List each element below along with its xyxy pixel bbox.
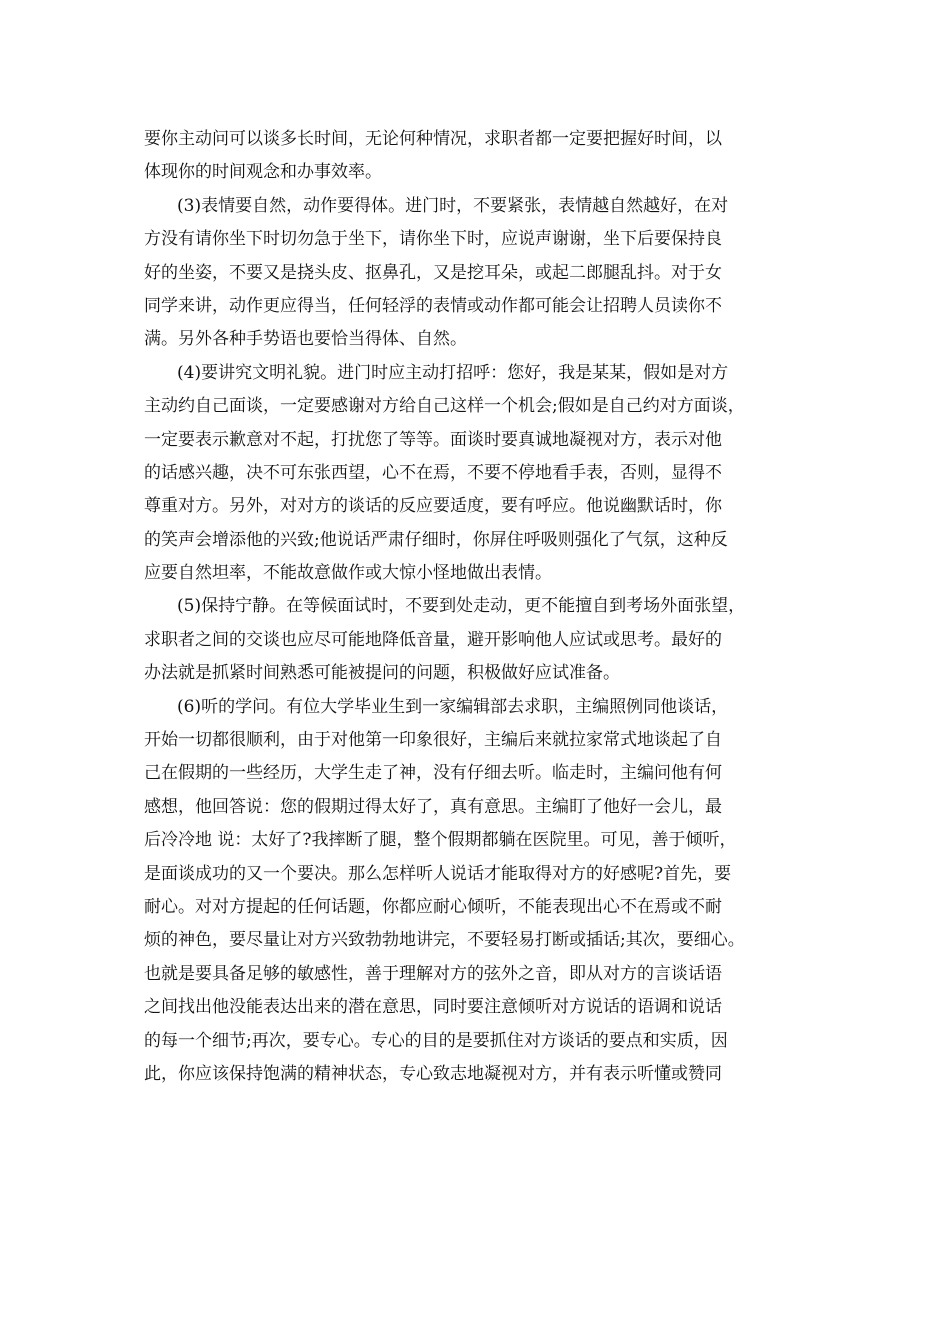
text-line: 开始一切都很顺利，由于对他第一印象很好，主编后来就拉家常式地谈起了自 [144,730,722,751]
text-line: 耐心。对对方提起的任何话题，你都应耐心倾听，不能表现出心不在焉或不耐 [144,896,722,917]
text-line: 体现你的时间观念和办事效率。 [144,162,382,183]
text-line: 尊重对方。另外，对对方的谈话的反应要适度，要有呼应。他说幽默话时，你 [144,496,722,517]
text-line: (5)保持宁静。在等候面试时，不要到处走动，更不能擅自到考场外面张望， [177,596,746,617]
text-line: 此，你应该保持饱满的精神状态，专心致志地凝视对方，并有表示听懂或赞同 [144,1063,722,1084]
document-body [144,123,804,1091]
text-line: 后冷冷地 说：太好了?我摔断了腿，整个假期都躺在医院里。可见，善于倾听， [144,830,737,851]
text-line: (6)听的学问。有位大学毕业生到一家编辑部去求职，主编照例同他谈话， [177,696,729,717]
text-line: 己在假期的一些经历，大学生走了神，没有仔细去听。临走时，主编问他有何 [144,763,722,784]
text-line: 的话感兴趣，决不可东张西望，心不在焉，不要不停地看手表，否则，显得不 [144,462,722,483]
text-line: 方没有请你坐下时切勿急于坐下，请你坐下时，应说声谢谢，坐下后要保持良 [144,229,722,250]
text-line: (4)要讲究文明礼貌。进门时应主动打招呼：您好，我是某某，假如是对方 [177,362,729,383]
text-line: 也就是要具备足够的敏感性，善于理解对方的弦外之音，即从对方的言谈话语 [144,963,722,984]
text-line: 烦的神色，要尽量让对方兴致勃勃地讲完，不要轻易打断或插话;其次，要细心。 [144,930,745,951]
text-line: 好的坐姿，不要又是挠头皮、抠鼻孔，又是挖耳朵，或起二郎腿乱抖。对于女 [144,262,722,283]
text-line: 是面谈成功的又一个要决。那么怎样听人说话才能取得对方的好感呢?首先，要 [144,863,732,884]
text-line: 求职者之间的交谈也应尽可能地降低音量，避开影响他人应试或思考。最好的 [144,629,722,650]
text-line: 主动约自己面谈，一定要感谢对方给自己这样一个机会;假如是自己约对方面谈， [144,396,745,417]
text-line: 要你主动问可以谈多长时间，无论何种情况，求职者都一定要把握好时间，以 [144,129,722,149]
text-line: 应要自然坦率，不能故意做作或大惊小怪地做出表情。 [144,563,552,584]
text-line: 满。另外各种手势语也要恰当得体、自然。 [144,329,467,350]
text-line: 一定要表示歉意对不起，打扰您了等等。面谈时要真诚地凝视对方，表示对他 [144,429,722,450]
text-line: 办法就是抓紧时间熟悉可能被提问的问题，积极做好应试准备。 [144,663,620,684]
text-line: 同学来讲，动作更应得当，任何轻浮的表情或动作都可能会让招聘人员读你不 [144,295,722,316]
text-line: (3)表情要自然，动作要得体。进门时，不要紧张，表情越自然越好，在对 [177,195,729,216]
text-line: 的笑声会增添他的兴致;他说话严肃仔细时，你屏住呼吸则强化了气氛，这种反 [144,529,728,550]
text-line: 感想，他回答说：您的假期过得太好了，真有意思。主编盯了他好一会儿，最 [144,796,722,817]
text-line: 的每一个细节;再次，要专心。专心的目的是要抓住对方谈话的要点和实质，因 [144,1030,728,1051]
text-line: 之间找出他没能表达出来的潜在意思，同时要注意倾听对方说话的语调和说话 [144,997,722,1018]
